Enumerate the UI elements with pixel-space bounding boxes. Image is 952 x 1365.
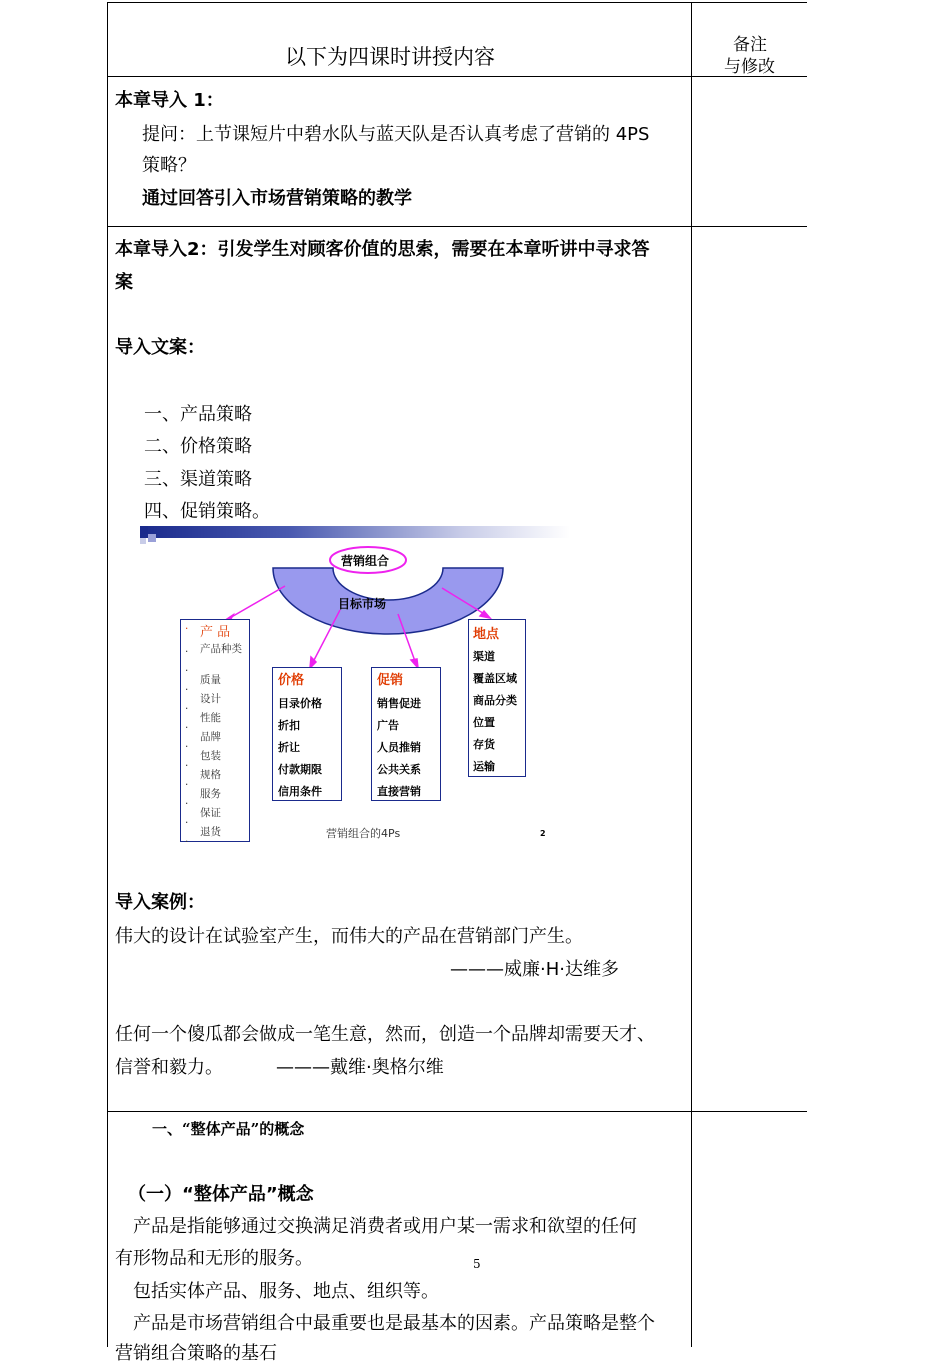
price-item: 信用条件 [278, 785, 322, 798]
promotion-item: 公共关系 [377, 763, 421, 776]
price-title: 价格 [278, 673, 305, 688]
section2-heading-line2: 案 [115, 272, 133, 293]
quote2-line2: 信誉和毅力。 [115, 1057, 223, 1078]
slide-number: 2 [540, 829, 546, 838]
section1-question-line2: 策略？ [142, 155, 196, 176]
center-label: 营销组合 [341, 554, 390, 568]
section1-conclusion: 通过回答引入市场营销策略的教学 [142, 188, 412, 209]
row1-bottom-border [107, 226, 807, 227]
diagram-caption: 营销组合的4Ps [326, 827, 401, 840]
place-item: 存货 [473, 738, 495, 751]
section1-question-line1: 提问：上节课短片中碧水队与蓝天队是否认真考虑了营销的 4PS [142, 124, 650, 145]
row2-bottom-border [107, 1111, 807, 1112]
promotion-item: 销售促进 [377, 697, 421, 710]
section3-subheading: （一）“整体产品”概念 [128, 1184, 314, 1205]
place-item: 渠道 [473, 650, 495, 663]
page-number: 5 [473, 1257, 481, 1271]
table-top-border [107, 2, 807, 3]
place-item: 商品分类 [473, 694, 517, 707]
table-left-border [107, 2, 108, 1347]
product-bullet: · [185, 623, 189, 635]
para1-line2: 有形物品和无形的服务。 [115, 1248, 313, 1269]
place-item: 覆盖区域 [473, 672, 517, 685]
product-item: 质量 [200, 674, 221, 686]
place-item: 运输 [473, 760, 495, 773]
quote1-author: ———威廉·H·达维多 [450, 959, 619, 980]
strategy-item: 三、渠道策略 [144, 469, 252, 490]
product-item: 性能 [200, 712, 221, 724]
product-item: 产品种类 [200, 643, 242, 655]
case-heading: 导入案例： [115, 892, 205, 913]
para2: 包括实体产品、服务、地点、组织等。 [133, 1281, 439, 1302]
para1-line1: 产品是指能够通过交换满足消费者或用户某一需求和欲望的任何 [133, 1216, 637, 1237]
arc-label: 目标市场 [338, 597, 387, 611]
copy-heading: 导入文案： [115, 337, 205, 358]
quote2-author: ———戴维·奥格尔维 [276, 1057, 444, 1078]
product-item: 保证 [200, 807, 221, 819]
promotion-item: 人员推销 [377, 741, 421, 754]
header-bottom-border [107, 76, 807, 77]
para3-line1: 产品是市场营销组合中最重要也是最基本的因素。产品策略是整个 [133, 1313, 655, 1334]
price-item: 折让 [278, 741, 300, 754]
product-item: 设计 [200, 693, 221, 705]
promotion-item: 广告 [377, 719, 399, 732]
strategy-item: 一、产品策略 [144, 404, 252, 425]
product-bullets: · · · · · · · · · · · [185, 646, 189, 848]
marketing-mix-diagram [140, 522, 580, 852]
promotion-item: 直接营销 [377, 785, 421, 798]
section2-heading-line1: 本章导入2：引发学生对顾客价值的思索，需要在本章听讲中寻求答 [115, 239, 650, 260]
product-title: 产 品 [200, 625, 231, 640]
price-item: 付款期限 [278, 763, 322, 776]
product-item: 规格 [200, 769, 221, 781]
price-item: 目录价格 [278, 697, 322, 710]
page-title: 以下为四课时讲授内容 [285, 45, 495, 69]
place-item: 位置 [473, 716, 495, 729]
quote1: 伟大的设计在试验室产生，而伟大的产品在营销部门产生。 [115, 926, 583, 947]
section1-heading: 本章导入 1： [115, 90, 224, 111]
promotion-title: 促销 [377, 673, 404, 688]
product-item: 服务 [200, 788, 221, 800]
remarks-label-line2: 与修改 [724, 57, 775, 77]
section3-heading: 一、“整体产品”的概念 [152, 1120, 305, 1138]
product-item: 品牌 [200, 731, 221, 743]
table-divider-vertical [691, 2, 692, 1347]
price-item: 折扣 [278, 719, 300, 732]
strategy-item: 二、价格策略 [144, 436, 252, 457]
remarks-label-line1: 备注 [733, 35, 767, 55]
strategy-item: 四、促销策略。 [144, 501, 270, 522]
product-item: 包装 [200, 750, 221, 762]
quote2-line1: 任何一个傻瓜都会做成一笔生意，然而，创造一个品牌却需要天才、 [115, 1024, 655, 1045]
product-item: 退货 [200, 826, 221, 838]
para3-line2: 营销组合策略的基石 [115, 1343, 277, 1364]
place-title: 地点 [473, 627, 500, 642]
